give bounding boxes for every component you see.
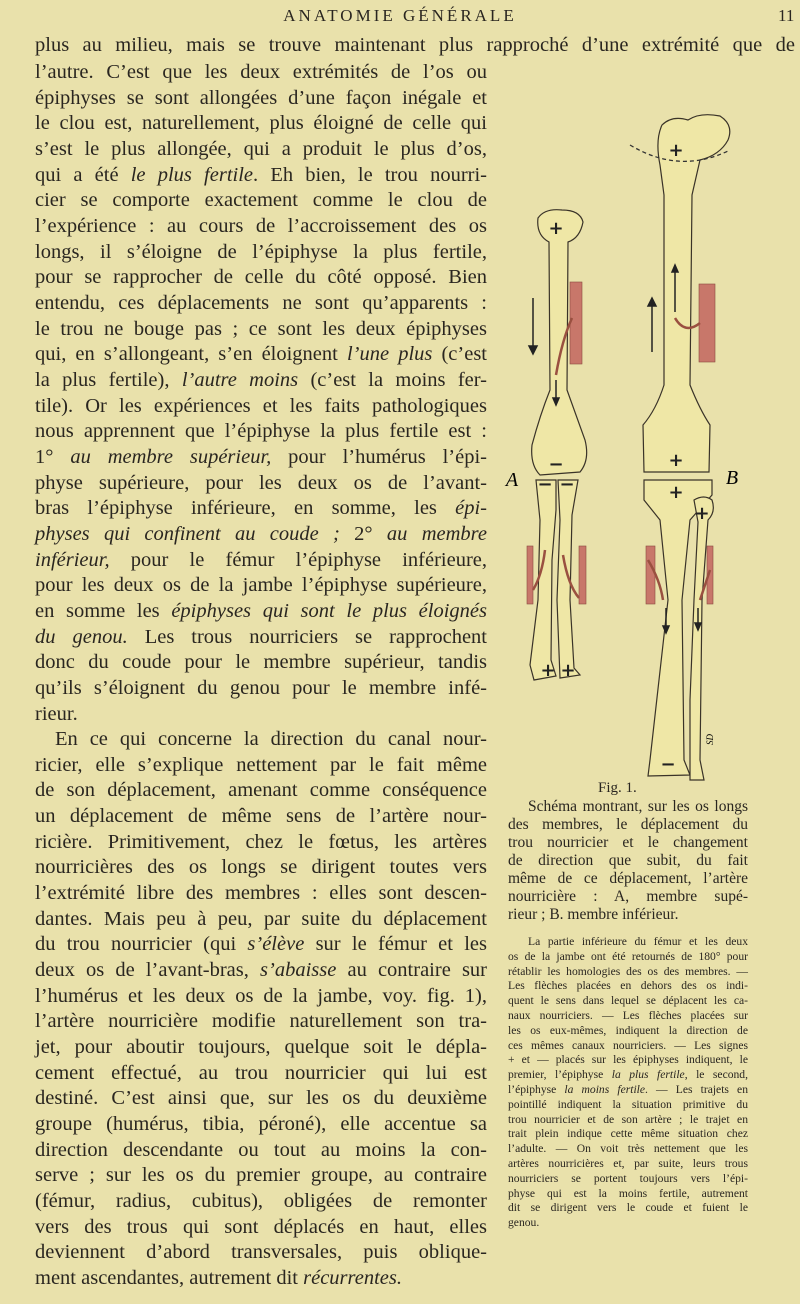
text-segment: direction descendante ou tout au moins la con- <box>35 1138 487 1161</box>
italic-text: physes qui confinent au coude ; <box>35 522 355 545</box>
italic-text: au membre <box>386 522 487 545</box>
text-segment: pour le fémur l’épiphyse inférieure, <box>109 548 487 571</box>
text-segment: cement effectué, au trou nourricier qui lui est <box>35 1061 487 1084</box>
text-segment: (c’est <box>432 343 488 366</box>
text-segment: trou nourricier et le changement <box>508 834 748 851</box>
caption-note-line <box>508 1039 748 1054</box>
caption-note-line <box>508 1201 748 1216</box>
text-segment: de direction que subit, du fait <box>508 852 748 869</box>
text-segment: pointillé indiquent la situation primitive du <box>508 1097 748 1111</box>
text-segment: l’autre. C’est que les deux extrémités de l’os ou <box>35 61 487 83</box>
text-segment: (fémur, radius, cubitus), obligées de remonter <box>35 1190 487 1213</box>
svg-text:+: + <box>540 660 556 681</box>
text-segment: Schéma montrant, sur les os longs <box>528 798 748 815</box>
text-segment: au contraire sur <box>336 959 487 982</box>
italic-text: inférieur, <box>35 548 110 571</box>
caption-note-line <box>508 1157 748 1172</box>
text-line <box>35 1060 487 1086</box>
text-segment: trait plein indique cette même situation chez <box>508 1127 748 1141</box>
text-line <box>35 829 487 855</box>
text-line <box>35 1111 487 1137</box>
svg-text:+: + <box>560 660 576 681</box>
text-segment: nourricières des os longs se dirigent toutes vers <box>35 856 487 879</box>
italic-text: du genou. <box>35 625 128 648</box>
italic-text: s’abaisse <box>260 959 337 982</box>
text-segment: cier se comporte exactement comme le clou de <box>35 189 487 212</box>
caption-line <box>508 888 748 906</box>
text-segment: rétablir les homologies des os des membres. — <box>508 964 748 978</box>
text-segment: l’adulte. — On voit très nettement que les <box>508 1142 748 1156</box>
artery-a-upper <box>570 282 582 364</box>
text-line <box>35 931 487 957</box>
text-segment: bras l’épiphyse inférieure, en somme, les <box>35 497 456 520</box>
text-segment: dantes. Mais peu à peu, par suite du déplacement <box>35 907 487 930</box>
svg-text:−: − <box>548 454 564 475</box>
caption-line <box>508 906 748 924</box>
caption-note-line <box>528 935 748 950</box>
text-segment: Les trous nourriciers se rapprochent <box>127 625 487 648</box>
caption-line <box>508 816 748 834</box>
text-segment: l’extrémité libre des membres : elles sont descen- <box>35 882 487 905</box>
text-segment: de son déplacement, amenant comme conséquence <box>35 779 487 802</box>
caption-note-line <box>508 1187 748 1202</box>
caption-line <box>508 834 748 852</box>
artery-b-lower-left <box>646 546 655 604</box>
text-segment: 1° <box>35 445 71 468</box>
text-segment: du trou nourricier (qui <box>35 933 248 956</box>
text-segment: épiphyses se sont allongées d’une façon inégale et <box>35 86 487 109</box>
caption-note-line <box>508 1216 748 1231</box>
artery-a-lower-right <box>579 546 586 604</box>
caption-note-line <box>508 950 748 965</box>
text-segment: un déplacement de même sens de l’artère nour- <box>35 805 487 828</box>
text-segment: os de la jambe ont été retournés de 180° pour <box>508 949 748 963</box>
text-segment: 2° <box>354 522 387 545</box>
text-segment: , le second, <box>684 1068 748 1082</box>
text-line <box>35 1162 487 1188</box>
caption-note-line <box>508 1172 748 1187</box>
caption-note-line <box>508 979 748 994</box>
figure-label-b: B <box>725 467 739 489</box>
text-line <box>35 803 487 829</box>
caption-note-line <box>508 994 748 1009</box>
text-segment: physe supérieure, pour les deux os de l’avant- <box>35 471 487 494</box>
text-segment: rieur ; B. membre inférieur. <box>508 906 679 923</box>
svg-text:−: − <box>559 474 575 495</box>
text-segment: serve ; sur les os du premier groupe, au contraire <box>35 1164 487 1187</box>
text-segment: qui, en s’allongeant, s’en éloignent <box>35 343 347 366</box>
caption-note-line <box>508 1083 748 1098</box>
page-number: 11 <box>778 6 795 25</box>
text-line <box>35 983 487 1009</box>
text-line <box>35 1265 487 1291</box>
svg-text:−: − <box>660 754 676 775</box>
figure-number: Fig. 1. <box>598 780 637 796</box>
text-segment: ricière. Primitivement, chez le fœtus, les artères <box>35 830 487 853</box>
text-segment: naux nourriciers. — Les flèches placées sur <box>508 1009 748 1022</box>
text-segment: nourricière : A, membre supé- <box>508 888 748 905</box>
figure-label-a: A <box>505 469 519 491</box>
text-line <box>35 1137 487 1163</box>
text-segment: genou. <box>508 1216 540 1230</box>
text-segment: artères nourricières et, par suite, leurs trous <box>508 1157 748 1170</box>
artist-signature: SD <box>705 734 715 745</box>
text-segment: physe qui est la moins fertile, autrement <box>508 1186 748 1200</box>
caption-note-line <box>508 965 748 980</box>
text-segment: En ce qui concerne la direction du canal nour- <box>55 728 487 751</box>
text-segment: plus au milieu, mais se trouve maintenant plus rapproché d’une extrémité que de <box>35 34 795 56</box>
femur-bone <box>643 115 730 472</box>
text-segment: . — Les trajets en <box>645 1083 748 1096</box>
text-segment: rieur. <box>35 702 78 725</box>
caption-line <box>528 798 748 816</box>
text-segment: Les flèches placées en dehors des os indi- <box>508 979 748 993</box>
text-segment: donc du coude pour le membre supérieur, tandis <box>35 651 487 674</box>
text-segment: des membres, le déplacement du <box>508 816 748 833</box>
text-segment: tile). Or les expériences et les faits pathologiques <box>35 394 487 417</box>
text-line <box>35 957 487 983</box>
italic-text: épi- <box>455 497 487 520</box>
text-segment: l’humérus et les deux os de la jambe, voy. fig. 1), <box>35 984 487 1007</box>
svg-text:+: + <box>694 503 710 524</box>
svg-text:−: − <box>537 474 553 495</box>
text-segment: les os eux-mêmes, indiquent la direction de <box>508 1023 748 1037</box>
text-segment: + et — placés sur les épiphyses indiquent, le <box>508 1053 748 1067</box>
text-segment: en somme les <box>35 599 172 622</box>
text-line <box>35 1214 487 1240</box>
text-segment: entendu, ces déplacements ne sont qu’apparents : <box>35 291 487 314</box>
text-segment: s’est le plus allongée, qui a produit le plus d’os, <box>35 137 487 160</box>
text-segment: sur le fémur et les <box>304 933 487 956</box>
svg-text:+: + <box>668 482 684 503</box>
text-segment: ces mêmes canaux nourriciers. — Les signes <box>508 1038 748 1052</box>
text-segment: ricier, elle s’explique nettement par le fait même <box>35 753 487 776</box>
caption-line <box>508 870 748 888</box>
artery-a-lower-left <box>527 546 533 604</box>
text-line <box>35 1034 487 1060</box>
text-segment: destiné. C’est ainsi que, sur les os du deuxième <box>35 1087 487 1110</box>
text-segment: (c’est la moins fer- <box>298 368 488 391</box>
text-line <box>35 880 487 906</box>
text-line <box>35 1239 487 1265</box>
text-segment: premier, l’épiphyse <box>508 1068 612 1082</box>
italic-text: s’élève <box>247 933 305 956</box>
caption-note-line <box>508 1142 748 1157</box>
text-segment: nourriciers se portent toujours vers l’épi- <box>508 1171 748 1185</box>
text-segment: groupe (humérus, tibia, péroné), elle accentue sa <box>35 1113 487 1136</box>
text-segment: la plus fertile), <box>35 368 182 391</box>
text-segment: le trou ne bouge pas ; ce sont les deux épiphyses <box>35 317 487 340</box>
italic-text: la moins fertile <box>564 1083 646 1096</box>
caption-note-line <box>508 1068 748 1083</box>
caption-line <box>508 852 748 870</box>
text-line <box>35 1008 487 1034</box>
svg-text:+: + <box>668 450 684 471</box>
text-line <box>35 1085 487 1111</box>
italic-text: l’une plus <box>346 343 433 366</box>
text-segment: ment ascendantes, autrement dit <box>35 1267 304 1290</box>
italic-text: l’autre moins <box>181 368 299 391</box>
text-segment: l’épiphyse <box>508 1083 565 1096</box>
text-segment: qu’ils s’éloignent du genou pour le membre infé- <box>35 676 487 699</box>
text-line <box>35 1188 487 1214</box>
caption-note-line <box>508 1024 748 1039</box>
caption-note-line <box>508 1113 748 1128</box>
text-segment: le clou est, naturellement, plus éloigné de celle qui <box>35 112 487 135</box>
text-segment: dit se dirigent vers le coude et fuient le <box>508 1201 748 1215</box>
svg-text:+: + <box>668 140 684 161</box>
running-header: ANATOMIE GÉNÉRALE <box>283 6 517 25</box>
text-segment: l’artère nourricière modifie naturellement son tra- <box>35 1010 487 1033</box>
text-segment: vers des trous qui sont déplacés en haut, elles <box>35 1215 487 1238</box>
caption-note-line <box>508 1127 748 1142</box>
text-segment: pour l’humérus l’épi- <box>271 445 487 468</box>
caption-note-line <box>508 1053 748 1068</box>
text-segment: quent le sens dans lequel se déplacent les ca- <box>508 994 748 1008</box>
italic-text: récurrentes. <box>303 1267 402 1290</box>
text-segment: pour se rapprocher de celle du côté opposé. Bien <box>35 266 487 289</box>
text-segment: jet, pour aboutir toujours, quelque soit le dépla- <box>35 1036 487 1059</box>
text-segment: deviennent d’abord transversales, puis oblique- <box>35 1241 487 1264</box>
text-segment: pour les deux os de la jambe l’épiphyse supérieure, <box>35 574 487 597</box>
text-segment: qui a été <box>35 163 131 186</box>
text-segment: deux os de l’avant-bras, <box>35 959 261 982</box>
caption-note-line <box>508 1009 748 1024</box>
artery-b-upper <box>699 284 715 362</box>
radius-bone <box>530 480 556 680</box>
italic-text: la plus fertile <box>611 1068 685 1082</box>
text-line <box>35 854 487 880</box>
text-segment: trou nourricier et de son artère ; le trajet en <box>508 1112 748 1126</box>
italic-text: au membre supérieur, <box>70 445 272 468</box>
italic-text: le plus fertile <box>130 163 254 186</box>
caption-note-line <box>508 1098 748 1113</box>
text-segment: longs, il s’éloigne de l’épiphyse la plus fertile, <box>35 240 487 263</box>
svg-text:+: + <box>548 218 564 239</box>
text-line <box>35 906 487 932</box>
italic-text: épiphyses qui sont le plus éloignés <box>171 599 487 622</box>
text-segment: nous apprennent que l’épiphyse la plus fertile est : <box>35 420 487 443</box>
text-segment: l’expérience : au cours de l’accroissement des os <box>35 214 487 237</box>
text-segment: La partie inférieure du fémur et les deux <box>528 935 748 948</box>
text-segment: même de ce déplacement, l’artère <box>508 870 748 887</box>
text-segment: . Eh bien, le trou nourri- <box>253 163 487 186</box>
